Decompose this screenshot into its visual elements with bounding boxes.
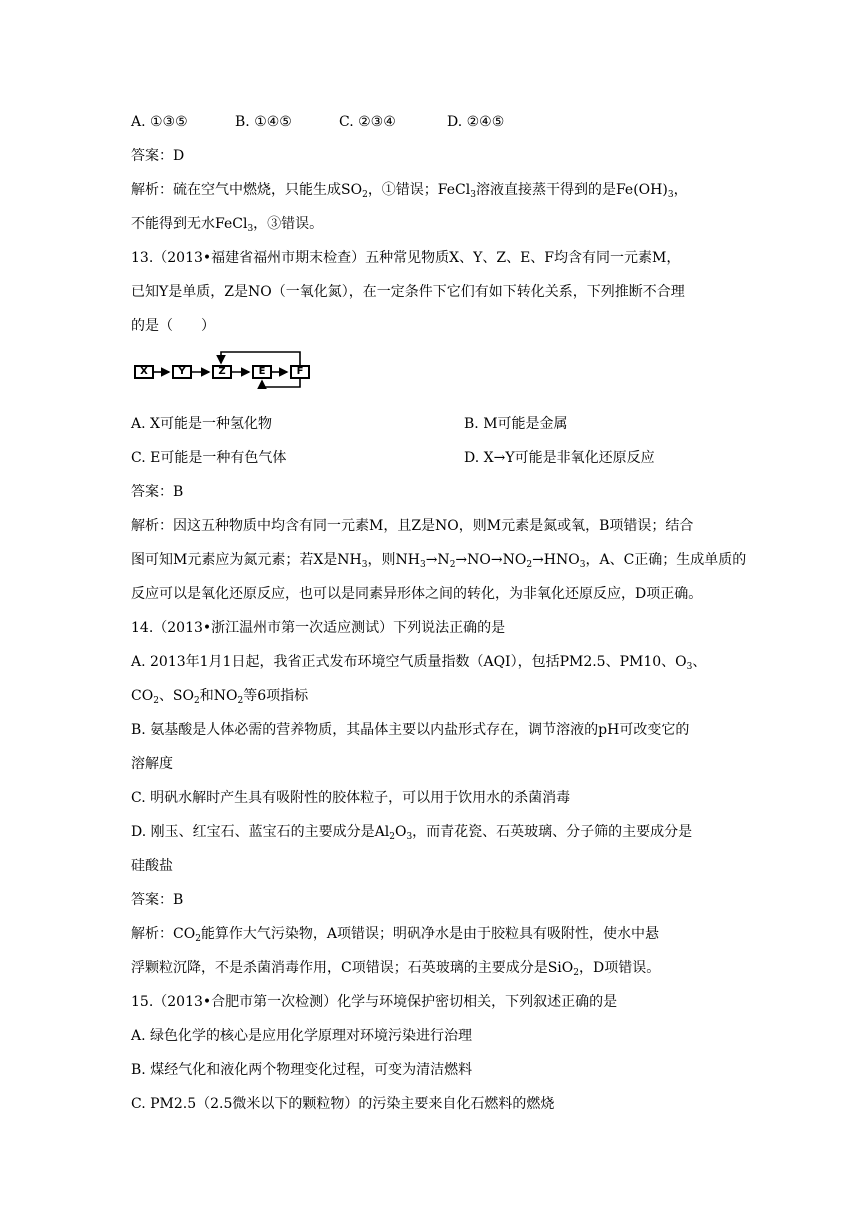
text: 图可知M元素应为氮元素；若X是NH <box>131 552 362 568</box>
q15-option-a: A. 绿色化学的核心是应用化学原理对环境污染进行治理 <box>131 1028 473 1044</box>
q13-stem-line1: 13.（2013•福建省福州市期末检查）五种常见物质X、Y、Z、E、F均含有同一元素M， <box>131 250 681 266</box>
q14-option-b-line2: 溶解度 <box>131 756 173 772</box>
subscript: 3 <box>419 560 426 570</box>
q13-stem-line3: 的是（ ） <box>131 318 215 334</box>
node-f: F <box>290 365 310 379</box>
q14-option-a-line2 <box>131 686 308 706</box>
q14-answer: 答案：B <box>131 892 184 908</box>
subscript: 3 <box>667 190 674 200</box>
q12-options <box>131 112 504 132</box>
q12-option-c: C. ②③④ <box>339 114 396 130</box>
q13-option-b: B. M可能是金属 <box>464 416 568 432</box>
q13-option-c: C. E可能是一种有色气体 <box>131 450 287 466</box>
text: ，而青花瓷、石英玻璃、分子筛的主要成分是 <box>412 824 693 840</box>
text: O <box>394 824 407 840</box>
q13-explanation-line1: 解析：因这五种物质中均含有同一元素M，且Z是NO，则M元素是氮或氧，B项错误；结合 <box>131 518 694 534</box>
subscript: 3 <box>686 662 693 672</box>
q12-explanation-line2 <box>131 214 323 234</box>
q14-option-b-line1: B. 氨基酸是人体必需的营养物质，其晶体主要以内盐形式存在，调节溶液的pH可改变它的 <box>131 722 690 738</box>
node-y: Y <box>172 365 192 379</box>
q13-option-d: D. X→Y可能是非氧化还原反应 <box>464 450 655 466</box>
q14-option-c: C. 明矾水解时产生具有吸附性的胶体粒子，可以用于饮用水的杀菌消毒 <box>131 790 571 806</box>
q13-conversion-diagram <box>131 346 316 392</box>
q12-option-d: D. ②④⑤ <box>447 114 505 130</box>
subscript: 2 <box>449 560 456 570</box>
q15-stem: 15.（2013•合肥市第一次检测）化学与环境保护密切相关，下列叙述正确的是 <box>131 994 618 1010</box>
q13-answer: 答案：B <box>131 484 184 500</box>
text: 和NO <box>199 688 238 704</box>
q13-explanation-line3: 反应可以是氧化还原反应，也可以是同素异形体之间的转化，为非氧化还原反应，D项正确。 <box>131 586 703 602</box>
node-x: X <box>134 365 154 379</box>
q15-option-c: C. PM2.5（2.5微米以下的颗粒物）的污染主要来自化石燃料的燃烧 <box>131 1096 555 1112</box>
text: 、SO <box>158 688 195 704</box>
subscript: 3 <box>470 190 476 200</box>
q14-stem: 14.（2013•浙江温州市第一次适应测试）下列说法正确的是 <box>131 620 506 636</box>
q15-option-b: B. 煤经气化和液化两个物理变化过程，可变为清洁燃料 <box>131 1062 473 1078</box>
text: 能算作大气污染物，A项错误；明矾净水是由于胶粒具有吸附性，使水中悬 <box>200 926 660 942</box>
subscript: 2 <box>153 696 159 706</box>
subscript: 2 <box>362 190 368 200</box>
text: ，D项错误。 <box>579 960 661 976</box>
node-z: Z <box>212 365 232 379</box>
q12-option-a: A. ①③⑤ <box>131 114 188 130</box>
q13-stem-line2: 已知Y是单质，Z是NO（一氧化氮），在一定条件下它们有如下转化关系，下列推断不合理 <box>131 284 685 300</box>
q12-explanation-line1 <box>131 180 688 200</box>
subscript: 3 <box>247 224 254 234</box>
subscript: 2 <box>389 832 395 842</box>
text: 解析：硫在空气中燃烧，只能生成SO <box>131 182 363 198</box>
q12-option-b: B. ①④⑤ <box>235 114 292 130</box>
text: →HNO <box>532 552 580 568</box>
node-e: E <box>252 365 272 379</box>
q12-answer: 答案：D <box>131 148 185 164</box>
text: ，①错误；FeCl <box>367 182 471 198</box>
text: 解析：CO <box>131 926 196 942</box>
text: 不能得到无水FeCl <box>131 216 248 232</box>
text: 、 <box>692 654 707 670</box>
text: ，则NH <box>367 552 420 568</box>
q14-option-a-line1 <box>131 652 706 672</box>
text: ， <box>673 182 688 198</box>
text: 等6项指标 <box>243 688 309 704</box>
text: ，A、C正确；生成单质的 <box>585 552 747 568</box>
subscript: 2 <box>573 968 579 978</box>
subscript: 2 <box>237 696 244 706</box>
text: →N <box>425 552 450 568</box>
text: 浮颗粒沉降，不是杀菌消毒作用，C项错误；石英玻璃的主要成分是SiO <box>131 960 574 976</box>
subscript: 2 <box>195 934 201 944</box>
q14-option-d-line1 <box>131 822 692 842</box>
subscript: 2 <box>526 560 533 570</box>
text: CO <box>131 688 154 704</box>
q14-explanation-line1 <box>131 924 659 944</box>
q14-option-d-line2: 硅酸盐 <box>131 858 173 874</box>
q13-explanation-line2 <box>131 550 746 570</box>
text: A. 2013年1月1日起，我省正式发布环境空气质量指数（AQI），包括PM2.5、PM10、O <box>131 654 687 670</box>
subscript: 2 <box>194 696 200 706</box>
subscript: 3 <box>361 560 368 570</box>
text: ，③错误。 <box>253 216 324 232</box>
text: D. 刚玉、红宝石、蓝宝石的主要成分是Al <box>131 824 390 840</box>
q14-explanation-line2 <box>131 958 660 978</box>
q13-option-a: A. X可能是一种氢化物 <box>131 416 272 432</box>
text: →NO→NO <box>455 552 527 568</box>
subscript: 3 <box>579 560 586 570</box>
text: 溶液直接蒸干得到的是Fe(OH) <box>475 182 668 198</box>
subscript: 3 <box>406 832 413 842</box>
